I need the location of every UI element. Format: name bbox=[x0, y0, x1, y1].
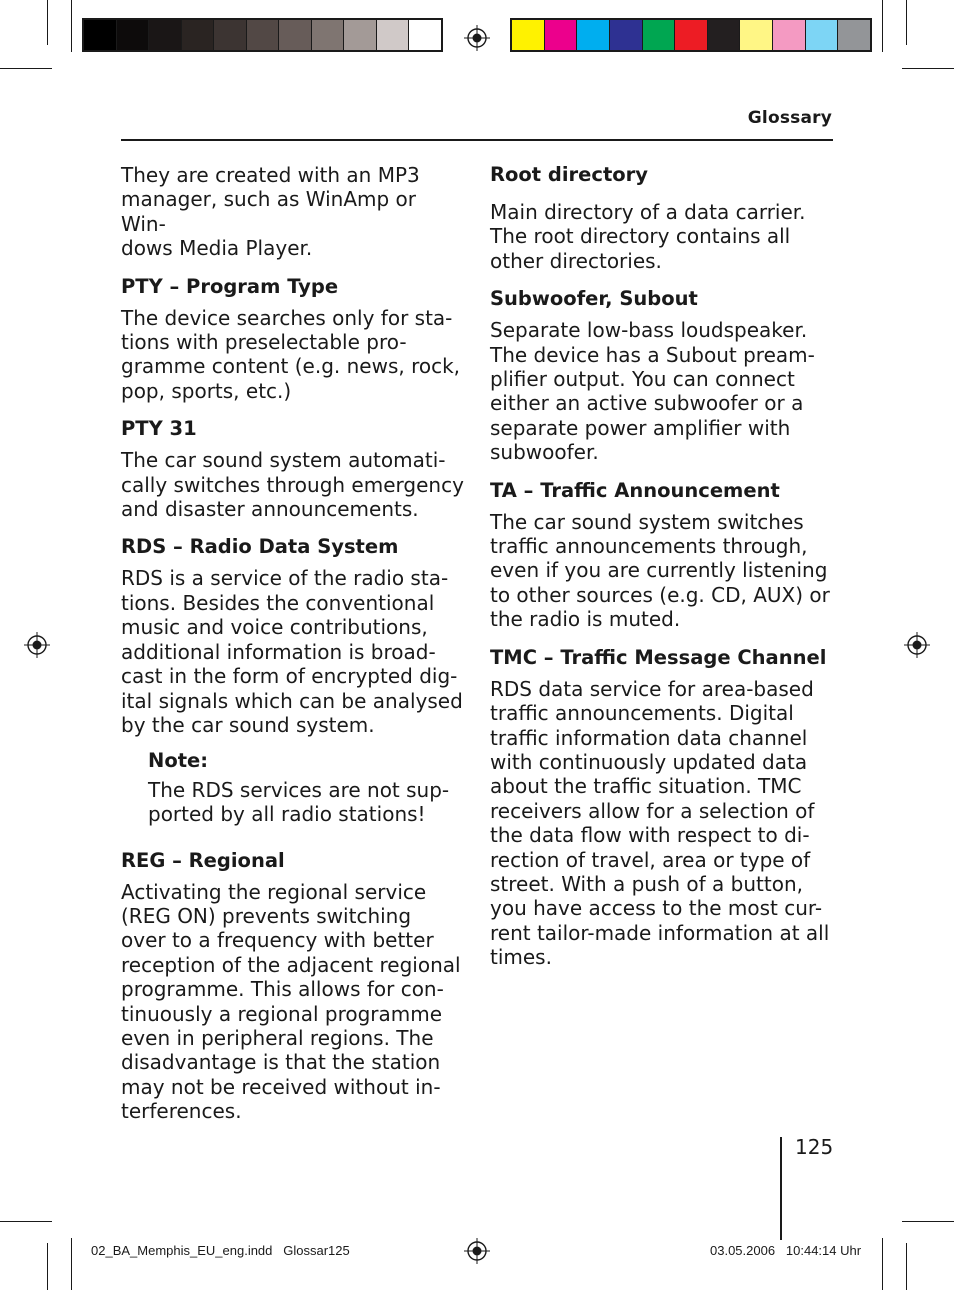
glossary-entry-tmc bbox=[490, 646, 835, 970]
left-column bbox=[121, 163, 466, 1138]
glossary-entry-pty bbox=[121, 275, 466, 404]
color-swatch bbox=[279, 20, 312, 50]
glossary-term: REG – Regional bbox=[121, 848, 285, 872]
slug-timestamp: 03.05.2006 10:44:14 Uhr bbox=[710, 1243, 862, 1258]
glossary-term: Root directory bbox=[490, 163, 649, 186]
glossary-term: TMC – Traffic Message Channel bbox=[490, 645, 827, 669]
intro-paragraph bbox=[121, 163, 466, 261]
section-title: Glossary bbox=[747, 108, 832, 128]
glossary-term: PTY – Program Type bbox=[121, 274, 339, 298]
glossary-definition: The car sound system automati- cally switches through emergency and disaster announcements. bbox=[121, 448, 464, 522]
page-number-rule bbox=[780, 1137, 782, 1240]
registration-mark-icon bbox=[464, 25, 490, 51]
glossary-entry-root-directory bbox=[490, 163, 835, 273]
intro-text: They are created with an MP3 manager, such as WinAmp or Win- dows Media Player. bbox=[121, 163, 420, 261]
glossary-entry-pty31 bbox=[121, 417, 466, 521]
color-swatch bbox=[312, 20, 345, 50]
color-swatch bbox=[643, 20, 676, 50]
note-text: The RDS services are not sup- ported by all radio stations! bbox=[148, 777, 450, 827]
note-label: Note: bbox=[148, 749, 209, 773]
registration-mark-icon bbox=[464, 1238, 490, 1264]
color-swatch bbox=[773, 20, 806, 50]
process-color-bar bbox=[510, 18, 872, 52]
color-swatch bbox=[838, 20, 870, 50]
glossary-term: TA – Traffic Announcement bbox=[490, 478, 780, 502]
color-swatch bbox=[344, 20, 377, 50]
color-swatch bbox=[377, 20, 410, 50]
right-column bbox=[490, 163, 835, 984]
color-swatch bbox=[675, 20, 708, 50]
glossary-term: RDS – Radio Data System bbox=[121, 535, 399, 559]
glossary-term: Subwoofer, Subout bbox=[490, 287, 698, 311]
color-swatch bbox=[117, 20, 150, 50]
color-swatch bbox=[182, 20, 215, 50]
color-swatch bbox=[214, 20, 247, 50]
color-swatch bbox=[806, 20, 839, 50]
color-swatch bbox=[512, 20, 545, 50]
color-swatch bbox=[545, 20, 578, 50]
grayscale-color-bar bbox=[82, 18, 443, 52]
registration-mark-icon bbox=[904, 632, 930, 658]
glossary-definition: The device searches only for sta- tions with preselectable pro- gramme content (e.g. news, rock, pop, sports, etc.) bbox=[121, 305, 461, 403]
color-swatch bbox=[84, 20, 117, 50]
color-swatch bbox=[740, 20, 773, 50]
slug-file-info: 02_BA_Memphis_EU_eng.indd Glossar125 bbox=[91, 1243, 350, 1258]
color-swatch bbox=[577, 20, 610, 50]
glossary-definition: RDS is a service of the radio sta- tions. Besides the conventional music and voice contributions, additional information is broad- cast in the form of encrypted dig- ital signals which can be analysed by the car sound system. bbox=[121, 566, 463, 737]
glossary-term: PTY 31 bbox=[121, 417, 197, 441]
glossary-definition: Main directory of a data carrier. The root directory contains all other directories. bbox=[490, 200, 806, 273]
glossary-definition: RDS data service for area-based traffic announcements. Digital traffic information data channel with continuously updated data about the traffic situation. TMC receivers allow for a selection of the data flow with respect to di- rection of travel, area or type of street. With a push of a button, you have access to the most cur- rent tailor-made information at all times. bbox=[490, 676, 830, 970]
page-number: 125 bbox=[795, 1135, 834, 1159]
glossary-entry-subwoofer bbox=[490, 287, 835, 464]
glossary-definition: Separate low-bass loudspeaker. The device has a Subout pream- plifier output. You can connect either an active subwoofer or a separate power amplifier with subwoofer. bbox=[490, 318, 815, 465]
glossary-entry-rds bbox=[121, 535, 466, 826]
registration-mark-icon bbox=[24, 632, 50, 658]
note-box bbox=[148, 749, 466, 826]
header-rule bbox=[121, 139, 833, 141]
color-swatch bbox=[149, 20, 182, 50]
color-swatch bbox=[708, 20, 741, 50]
color-swatch bbox=[610, 20, 643, 50]
color-swatch bbox=[247, 20, 280, 50]
glossary-definition: The car sound system switches traffic announcements through, even if you are currently listening to other sources (e.g. CD, AUX) or the radio is muted. bbox=[490, 509, 830, 632]
glossary-entry-reg bbox=[121, 849, 466, 1124]
color-swatch bbox=[409, 20, 441, 50]
glossary-definition: Activating the regional service (REG ON) prevents switching over to a frequency with better reception of the adjacent regional programme. This allows for con- tinuously a regional programme even in peripheral regions. The disadvantage is that the station may not be received without in- terferences. bbox=[121, 879, 461, 1124]
glossary-entry-ta bbox=[490, 479, 835, 632]
